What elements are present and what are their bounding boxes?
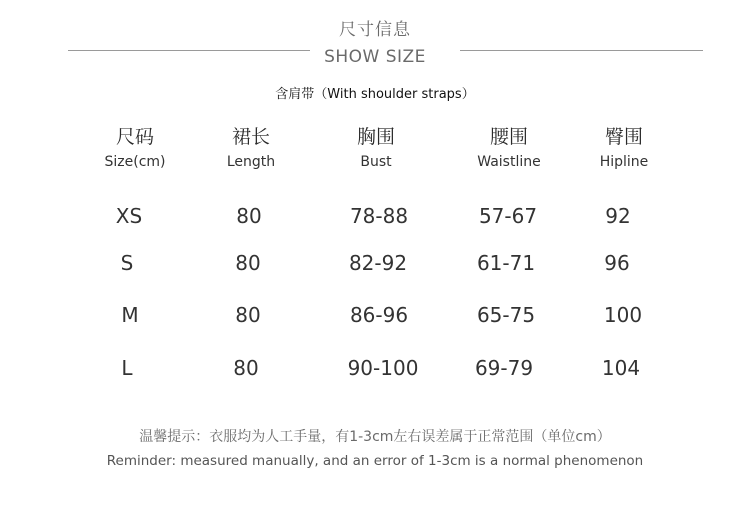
column-header-cn: 尺码	[115, 126, 154, 148]
cell-length: 80	[235, 303, 261, 327]
column-header-hipline	[564, 125, 684, 171]
cell-waistline: 61-71	[476, 251, 536, 275]
cell-size: S	[120, 251, 134, 275]
cell-waistline: 57-67	[478, 204, 538, 228]
column-header-en: Waistline	[477, 154, 541, 170]
column-header-en: Size(cm)	[104, 154, 166, 170]
column-header-cn: 胸围	[356, 126, 395, 148]
cell-length: 80	[235, 251, 261, 275]
column-header-cn: 腰围	[489, 126, 528, 148]
header-title-en: SHOW SIZE	[324, 47, 426, 67]
column-header-en: Bust	[360, 154, 392, 170]
cell-bust: 90-100	[347, 356, 419, 380]
cell-size: M	[121, 303, 139, 327]
column-header-length	[191, 125, 311, 171]
cell-size: L	[121, 356, 133, 380]
column-header-size	[75, 125, 195, 171]
cell-size: XS	[115, 204, 143, 228]
subtitle: 含肩带（With shoulder straps）	[275, 87, 475, 102]
cell-bust: 86-96	[349, 303, 409, 327]
column-header-bust	[316, 125, 436, 171]
cell-waistline: 65-75	[476, 303, 536, 327]
column-header-cn: 臀围	[604, 126, 643, 148]
cell-bust: 82-92	[348, 251, 408, 275]
cell-hipline: 104	[601, 356, 641, 380]
cell-bust: 78-88	[349, 204, 409, 228]
cell-hipline: 100	[603, 303, 643, 327]
column-header-en: Length	[226, 154, 276, 170]
header-title-cn: 尺寸信息	[339, 20, 411, 40]
cell-hipline: 92	[605, 204, 631, 228]
cell-hipline: 96	[604, 251, 630, 275]
column-header-cn: 裙长	[231, 126, 270, 148]
cell-waistline: 69-79	[474, 356, 534, 380]
cell-length: 80	[236, 204, 262, 228]
column-header-en: Hipline	[599, 154, 649, 170]
note-en: Reminder: measured manually, and an error of 1-3cm is a normal phenomenon	[106, 453, 644, 469]
cell-length: 80	[233, 356, 259, 380]
column-header-waistline	[449, 125, 569, 171]
note-cn: 温馨提示：衣服均为人工手量，有1-3cm左右误差属于正常范围（单位cm）	[139, 429, 611, 445]
